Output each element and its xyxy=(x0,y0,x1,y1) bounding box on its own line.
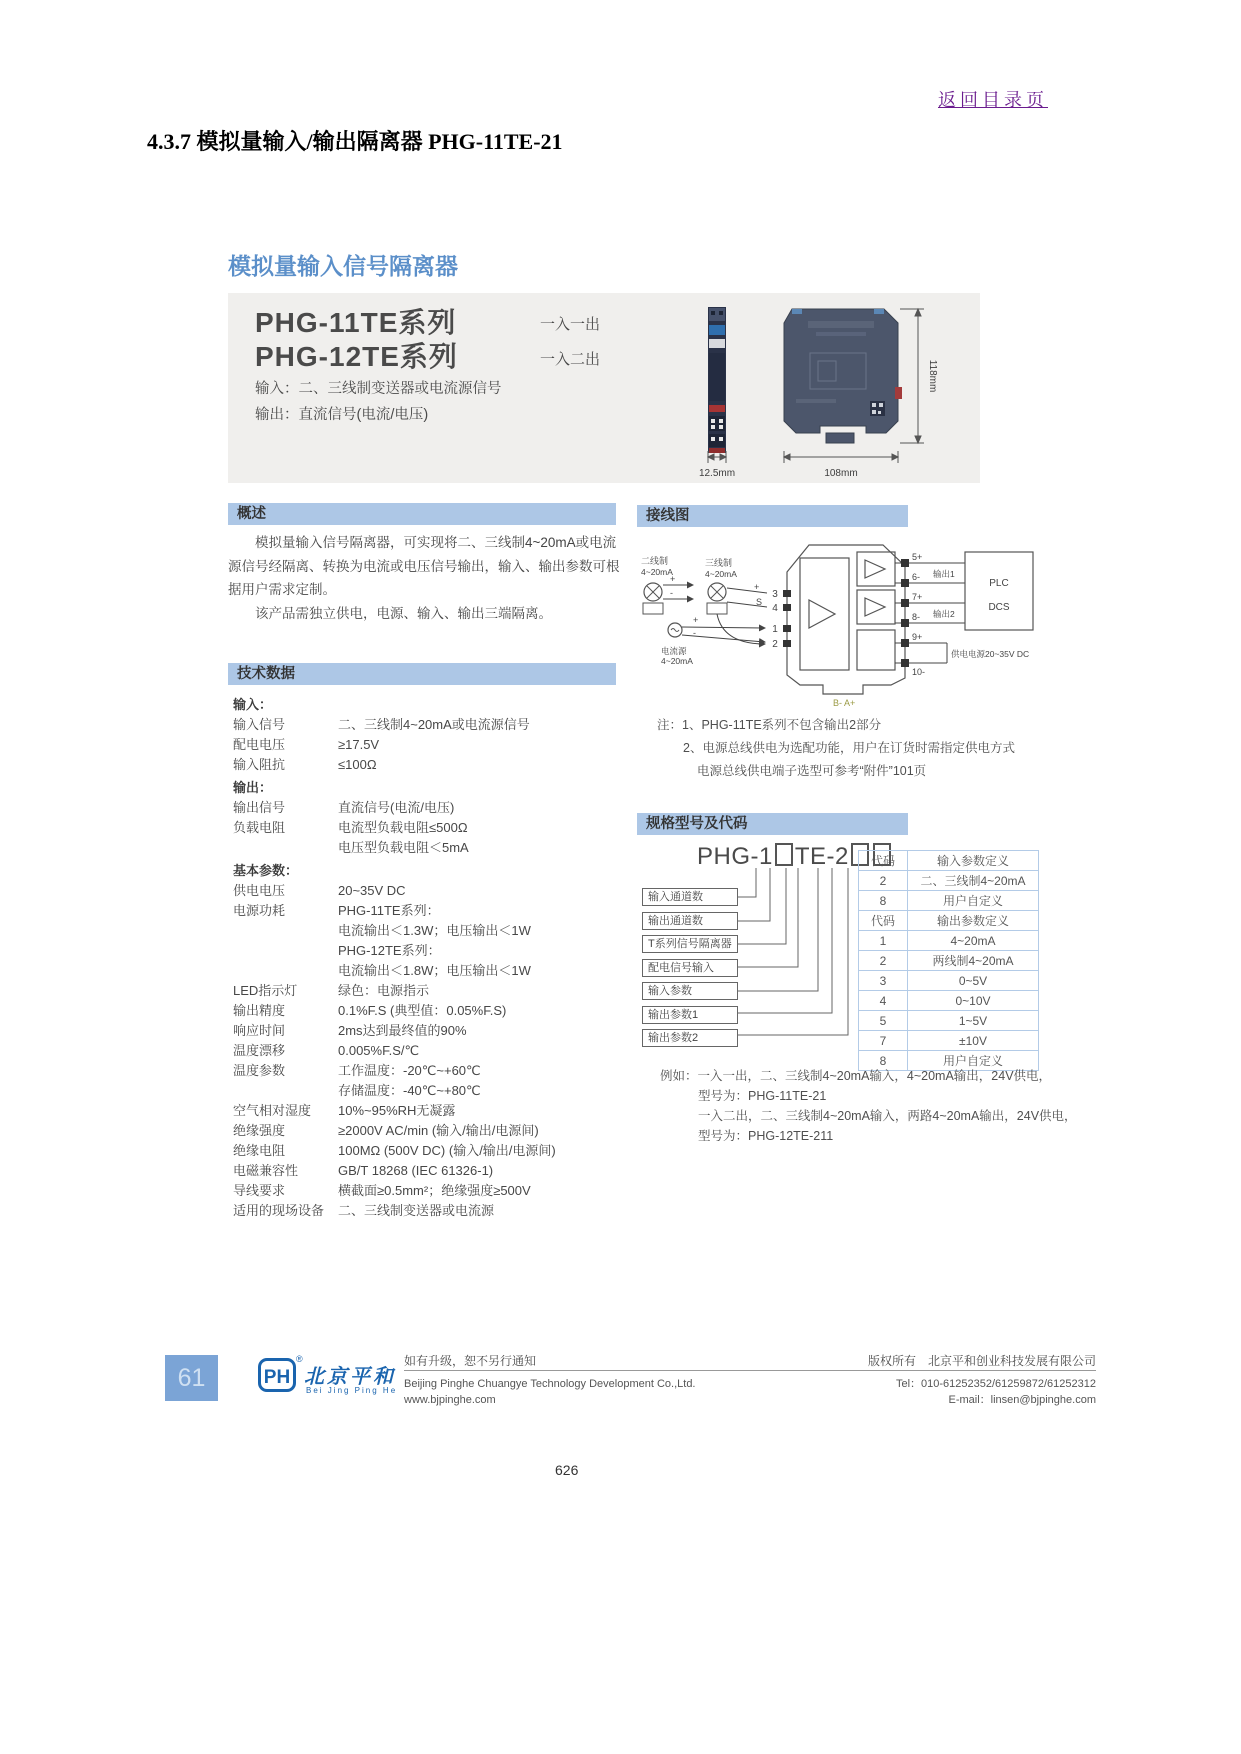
product-input-line: 输入：二、三线制变送器或电流源信号 xyxy=(255,381,502,397)
tech-row-value xyxy=(338,1041,619,1061)
tech-row-value xyxy=(338,1181,619,1201)
output2-label: 输出2 xyxy=(933,609,955,619)
tech-row xyxy=(233,861,619,881)
tech-row-label: 输出精度 xyxy=(233,1003,286,1018)
model-code-callout: 输出通道数 xyxy=(642,912,738,930)
power-supply-label: 供电电源20~35V DC xyxy=(951,649,1030,659)
spec-section-header: 规格型号及代码 xyxy=(637,813,908,835)
tech-section-header: 技术数据 xyxy=(228,663,616,685)
definition-cell: 4~20mA xyxy=(908,931,1039,951)
code-table-row xyxy=(859,891,1039,911)
upgrade-notice: 如有升级，恕不另行通知 xyxy=(404,1354,537,1368)
model-code-part2: TE-2 xyxy=(794,843,849,870)
overview-text xyxy=(228,531,620,625)
tech-row xyxy=(233,755,619,775)
page-number-badge: 61 xyxy=(165,1355,218,1401)
registered-mark: ® xyxy=(296,1354,303,1364)
tech-row-value xyxy=(338,1101,619,1121)
tech-row-label: 输出信号 xyxy=(233,800,286,815)
current-source-label: 电流源 xyxy=(661,646,687,656)
series-model-1: PHG-11TE系列 xyxy=(255,307,457,338)
definition-cell: ±10V xyxy=(908,1031,1039,1051)
tech-row-label: 配电电压 xyxy=(233,737,286,752)
tech-row-value xyxy=(338,1201,619,1221)
tech-row-label: 负载电阻 xyxy=(233,820,286,835)
wiring-section-header: 接线图 xyxy=(637,505,908,527)
dim-side-width-label: 108mm xyxy=(824,468,858,479)
tech-row xyxy=(233,695,619,715)
company-logo xyxy=(258,1356,408,1402)
tech-row xyxy=(233,778,619,798)
tech-value-line: 0.1%F.S (典型值：0.05%F.S) xyxy=(338,1003,507,1018)
tech-value-line: ≥2000V AC/min (输入/输出/电源间) xyxy=(338,1123,539,1138)
code-cell: 5 xyxy=(859,1011,908,1031)
tech-row xyxy=(233,798,619,818)
tech-row xyxy=(233,1041,619,1061)
terminal-5plus: 5+ xyxy=(912,552,923,562)
tech-data-list xyxy=(233,692,619,1221)
code-table-row xyxy=(859,931,1039,951)
tech-row xyxy=(233,881,619,901)
three-wire-label: 三线制 xyxy=(705,558,733,568)
product-banner-title: 模拟量输入信号隔离器 xyxy=(228,253,458,279)
tech-value-line: PHG-12TE系列： xyxy=(338,943,441,958)
module-front-view xyxy=(708,307,726,453)
tech-row-value xyxy=(338,861,619,881)
two-wire-range: 4~20mA xyxy=(641,567,673,577)
tech-row-label: 温度漂移 xyxy=(233,1043,286,1058)
series-model-2: PHG-12TE系列 xyxy=(255,341,458,372)
tech-row-value xyxy=(338,1161,619,1181)
tech-value-line: 二、三线制4~20mA或电流源信号 xyxy=(338,717,530,732)
tech-value-line: PHG-11TE系列： xyxy=(338,903,440,918)
tech-row-value xyxy=(338,755,619,775)
overview-paragraph: 该产品需独立供电，电源、输入、输出三端隔离。 xyxy=(255,605,552,621)
definition-cell: 两线制4~20mA xyxy=(908,951,1039,971)
logo-ph-icon: PH xyxy=(258,1358,296,1392)
code-table-row xyxy=(859,951,1039,971)
tech-row xyxy=(233,1121,619,1141)
contact-info xyxy=(896,1376,1096,1408)
terminal-10minus: 10- xyxy=(912,667,926,677)
model-code-part1: PHG-1 xyxy=(697,843,773,870)
tech-row xyxy=(233,735,619,755)
code-cell: 8 xyxy=(859,891,908,911)
code-definition-table xyxy=(858,850,1039,1071)
s-terminal-label: S xyxy=(756,597,763,607)
tech-value-line: 10%~95%RH无凝露 xyxy=(338,1103,456,1118)
company-en-line: Beijing Pinghe Chuangye Technology Development Co.,Ltd. xyxy=(404,1378,696,1390)
example-line: 型号为：PHG-12TE-211 xyxy=(698,1129,834,1143)
model-code-callout: 输出参数1 xyxy=(642,1006,738,1024)
code-table-row xyxy=(859,911,1039,931)
tech-row xyxy=(233,1141,619,1161)
tech-value-line: 工作温度：-20℃~+60℃ xyxy=(338,1063,481,1078)
tech-value-line: 0.005%F.S/℃ xyxy=(338,1043,420,1058)
section-heading: 4.3.7 模拟量输入/输出隔离器 PHG-11TE-21 xyxy=(147,129,563,154)
tech-row-label: 响应时间 xyxy=(233,1023,286,1038)
series-io-1: 一入一出 xyxy=(540,316,601,333)
tech-row xyxy=(233,715,619,735)
tech-value-line: 绿色：电源指示 xyxy=(338,983,430,998)
terminal-4: 4 xyxy=(772,603,778,614)
terminal-2: 2 xyxy=(772,639,778,650)
minus-sign: - xyxy=(693,628,696,638)
wiring-note-line: 注：1、PHG-11TE系列不包含输出2部分 xyxy=(657,718,882,732)
tech-row-value xyxy=(338,715,619,735)
overview-paragraph: 模拟量输入信号隔离器，可实现将二、三线制4~20mA或电流源信号经隔离、转换为电流或电压信号输出，输入、输出参数可根据用户需求定制。 xyxy=(228,535,620,597)
tech-row xyxy=(233,1161,619,1181)
footer-divider xyxy=(404,1370,1096,1371)
model-code-callout: T系列信号隔离器 xyxy=(642,935,738,953)
tech-value-line: 2ms达到最终值的90% xyxy=(338,1023,467,1038)
document-page-number: 626 xyxy=(555,1462,579,1478)
example-line: 例如：一入一出，二、三线制4~20mA输入，4~20mA输出，24V供电， xyxy=(660,1069,1052,1083)
plc-dcs-box xyxy=(965,552,1033,630)
model-code-callout: 输入参数 xyxy=(642,982,738,1000)
tech-row xyxy=(233,1001,619,1021)
tech-value-line: GB/T 18268 (IEC 61326-1) xyxy=(338,1163,494,1178)
tech-value-line: ≥17.5V xyxy=(338,737,380,752)
model-code-callout: 输出参数2 xyxy=(642,1029,738,1047)
tech-row xyxy=(233,1181,619,1201)
tech-value-line: 100MΩ (500V DC) (输入/输出/电源间) xyxy=(338,1143,556,1158)
example-line: 一入二出，二、三线制4~20mA输入，两路4~20mA输出，24V供电， xyxy=(698,1109,1077,1123)
code-cell: 3 xyxy=(859,971,908,991)
dim-front-width-label: 12.5mm xyxy=(698,468,736,479)
definition-cell: 0~5V xyxy=(908,971,1039,991)
two-wire-label: 二线制 xyxy=(641,556,669,566)
tech-row-label: 输入信号 xyxy=(233,717,286,732)
terminal-1: 1 xyxy=(772,624,778,635)
code-cell: 8 xyxy=(859,1051,908,1071)
tech-row-label: 绝缘强度 xyxy=(233,1123,286,1138)
tech-row-label: 供电电压 xyxy=(233,883,286,898)
tech-value-line: 电流输出＜1.8W；电压输出＜1W xyxy=(338,963,531,978)
dcs-label: DCS xyxy=(988,602,1010,613)
back-to-toc-link[interactable]: 返回目录页 xyxy=(938,90,1048,110)
tech-row-value xyxy=(338,735,619,755)
tech-row-value xyxy=(338,1021,619,1041)
definition-cell: 用户自定义 xyxy=(908,1051,1039,1071)
code-table-row xyxy=(859,1031,1039,1051)
tel-text: Tel：010-61252352/61259872/61252312 xyxy=(895,1378,1096,1390)
tech-row-label: 基本参数： xyxy=(233,863,299,878)
tech-row-value xyxy=(338,1121,619,1141)
definition-cell: 0~10V xyxy=(908,991,1039,1011)
definition-cell: 输入参数定义 xyxy=(908,851,1039,871)
terminal-7plus: 7+ xyxy=(912,592,923,602)
definition-cell: 1~5V xyxy=(908,1011,1039,1031)
tech-row-label: 电磁兼容性 xyxy=(233,1163,299,1178)
tech-row-label: 适用的现场设备 xyxy=(233,1203,325,1218)
input-terminals xyxy=(772,589,791,650)
tech-row-value xyxy=(338,901,619,981)
website-text: www.bjpinghe.com xyxy=(404,1394,496,1406)
tech-row-value xyxy=(338,778,619,798)
tech-value-line: 直流信号(电流/电压) xyxy=(338,800,455,815)
tech-value-line: 电流型负载电阻≤500Ω xyxy=(338,820,468,835)
tech-row-value xyxy=(338,981,619,1001)
code-table-row xyxy=(859,971,1039,991)
tech-value-line: ≤100Ω xyxy=(338,757,377,772)
module-side-view xyxy=(784,309,902,443)
current-source-symbol xyxy=(661,615,765,666)
tech-value-line: 电压型负载电阻＜5mA xyxy=(338,840,469,855)
code-cell: 代码 xyxy=(859,911,908,931)
tech-row xyxy=(233,1201,619,1221)
three-wire-range: 4~20mA xyxy=(705,569,737,579)
tech-row-value xyxy=(338,881,619,901)
code-table-row xyxy=(859,851,1039,871)
definition-cell: 用户自定义 xyxy=(908,891,1039,911)
tech-value-line: 电流输出＜1.3W；电压输出＜1W xyxy=(338,923,531,938)
tech-row-value xyxy=(338,1141,619,1161)
tech-value-line: 存储温度：-40℃~+80℃ xyxy=(338,1083,481,1098)
definition-cell: 输出参数定义 xyxy=(908,911,1039,931)
terminal-6minus: 6- xyxy=(912,572,921,582)
wiring-diagram xyxy=(637,530,1042,712)
three-wire-transmitter xyxy=(705,557,767,644)
model-code-callout: 输入通道数 xyxy=(642,888,738,906)
plus-sign: + xyxy=(670,574,676,584)
wiring-note-line: 电源总线供电端子选型可参考“附件”101页 xyxy=(697,764,927,778)
tech-row-label: 输出： xyxy=(233,780,273,795)
model-code-callout: 配电信号输入 xyxy=(642,959,738,977)
code-cell: 1 xyxy=(859,931,908,951)
wiring-note-line: 2、电源总线供电为选配功能，用户在订货时需指定供电方式 xyxy=(683,741,1015,755)
terminal-8minus: 8- xyxy=(912,612,921,622)
product-photos xyxy=(688,295,986,487)
email-text: E-mail：linsen@bjpinghe.com xyxy=(948,1394,1096,1406)
output-terminals xyxy=(895,552,1029,677)
code-cell: 代码 xyxy=(859,851,908,871)
tech-row-label: 温度参数 xyxy=(233,1063,286,1078)
dim-height-label: 118mm xyxy=(927,359,938,393)
code-table-row xyxy=(859,991,1039,1011)
plc-label: PLC xyxy=(989,578,1009,589)
tech-row xyxy=(233,1101,619,1121)
logo-pinyin: Bei Jing Ping He xyxy=(306,1386,398,1395)
product-output-line: 输出：直流信号(电流/电压) xyxy=(255,407,429,423)
plus-sign: + xyxy=(754,582,760,592)
two-wire-transmitter xyxy=(641,555,693,614)
example-line: 型号为：PHG-11TE-21 xyxy=(698,1089,827,1103)
code-cell: 2 xyxy=(859,951,908,971)
tech-value-line: 横截面≥0.5mm²；绝缘强度≥500V xyxy=(338,1183,531,1198)
tech-row xyxy=(233,981,619,1001)
tech-row-label: 输入阻抗 xyxy=(233,757,286,772)
copyright-text: 版权所有 北京平和创业科技发展有限公司 xyxy=(867,1354,1096,1368)
current-source-range: 4~20mA xyxy=(661,656,693,666)
model-code-callouts xyxy=(642,888,742,1053)
tech-row xyxy=(233,818,619,858)
tech-row-label: 输入： xyxy=(233,697,273,712)
tech-row-value xyxy=(338,1061,619,1101)
code-table-row xyxy=(859,871,1039,891)
tech-row-value xyxy=(338,818,619,858)
code-cell: 2 xyxy=(859,871,908,891)
isolator-module-outline xyxy=(787,545,905,694)
tech-value-line: 20~35V DC xyxy=(338,883,406,898)
tech-row-label: 导线要求 xyxy=(233,1183,286,1198)
terminal-9plus: 9+ xyxy=(912,632,923,642)
tech-row-label: 电源功耗 xyxy=(233,903,286,918)
minus-sign: - xyxy=(670,588,673,598)
output1-label: 输出1 xyxy=(933,569,955,579)
tech-row-value xyxy=(338,798,619,818)
ordering-examples xyxy=(660,1066,1077,1146)
tech-row-label: 绝缘电阻 xyxy=(233,1143,286,1158)
plus-sign: + xyxy=(693,615,699,625)
definition-cell: 二、三线制4~20mA xyxy=(908,871,1039,891)
tech-row-label: 空气相对湿度 xyxy=(233,1103,312,1118)
bus-terminals-label: B- A+ xyxy=(833,698,856,708)
overview-section-header: 概述 xyxy=(228,503,616,525)
tech-row-value xyxy=(338,695,619,715)
tech-row xyxy=(233,1061,619,1101)
code-cell: 7 xyxy=(859,1031,908,1051)
logo-chinese-name: 北京平和 xyxy=(304,1366,396,1388)
tech-row xyxy=(233,1021,619,1041)
tech-row-value xyxy=(338,1001,619,1021)
series-io-2: 一入二出 xyxy=(540,351,601,368)
tech-row xyxy=(233,901,619,981)
company-name-en xyxy=(404,1376,696,1408)
code-table-row xyxy=(859,1011,1039,1031)
terminal-3: 3 xyxy=(772,589,778,600)
tech-row-label: LED指示灯 xyxy=(233,983,298,998)
tech-value-line: 二、三线制变送器或电流源 xyxy=(338,1203,495,1218)
wiring-notes xyxy=(657,714,1015,783)
code-cell: 4 xyxy=(859,991,908,1011)
